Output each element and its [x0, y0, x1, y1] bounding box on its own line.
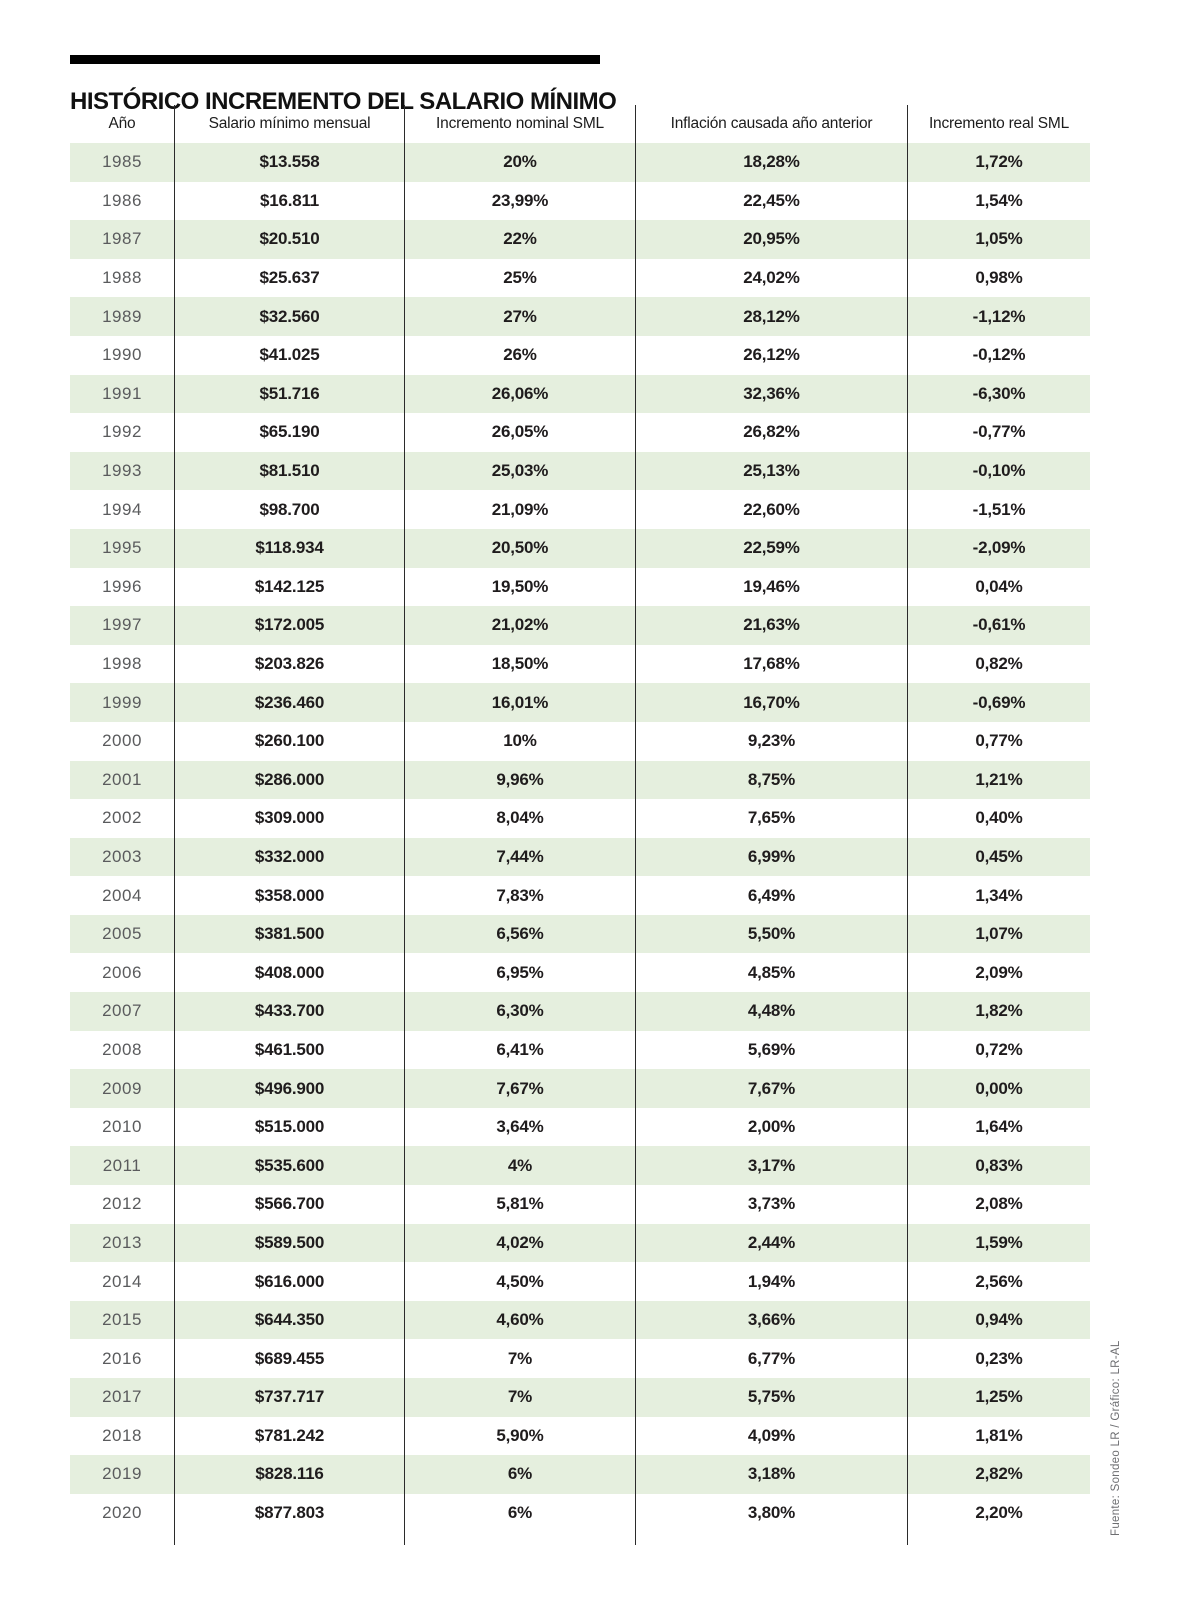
cell-salary: $781.242: [174, 1417, 404, 1456]
cell-real: 0,72%: [907, 1031, 1090, 1070]
cell-real: 0,94%: [907, 1301, 1090, 1340]
cell-salary: $286.000: [174, 761, 404, 800]
cell-salary: $20.510: [174, 220, 404, 259]
table-row: [70, 992, 1090, 1031]
cell-salary: $616.000: [174, 1262, 404, 1301]
cell-inflation: 3,18%: [635, 1455, 907, 1494]
table-row: [70, 876, 1090, 915]
cell-nominal: 21,09%: [404, 490, 635, 529]
cell-inflation: 24,02%: [635, 259, 907, 298]
cell-nominal: 5,81%: [404, 1185, 635, 1224]
cell-inflation: 6,99%: [635, 838, 907, 877]
cell-year: 2012: [102, 1194, 142, 1214]
cell-real: 1,59%: [907, 1224, 1090, 1263]
cell-real: 0,83%: [907, 1146, 1090, 1185]
cell-salary: $566.700: [174, 1185, 404, 1224]
cell-real: 1,72%: [907, 143, 1090, 182]
cell-salary: $535.600: [174, 1146, 404, 1185]
cell-year: 1987: [102, 229, 142, 249]
cell-inflation: 2,44%: [635, 1224, 907, 1263]
table-row: [70, 1031, 1090, 1070]
cell-salary: $98.700: [174, 490, 404, 529]
cell-inflation: 22,59%: [635, 529, 907, 568]
cell-salary: $689.455: [174, 1339, 404, 1378]
cell-inflation: 22,60%: [635, 490, 907, 529]
column-header-inflation: Inflación causada año anterior: [635, 105, 907, 143]
cell-inflation: 25,13%: [635, 452, 907, 491]
cell-salary: $381.500: [174, 915, 404, 954]
cell-year: 2007: [102, 1001, 142, 1021]
cell-real: 2,20%: [907, 1494, 1090, 1533]
cell-inflation: 26,82%: [635, 413, 907, 452]
cell-nominal: 7%: [404, 1378, 635, 1417]
cell-year: 1985: [102, 152, 142, 172]
cell-salary: $589.500: [174, 1224, 404, 1263]
cell-year: 1989: [102, 306, 142, 326]
cell-inflation: 3,73%: [635, 1185, 907, 1224]
cell-salary: $433.700: [174, 992, 404, 1031]
page-title: HISTÓRICO INCREMENTO DEL SALARIO MÍNIMO: [70, 88, 617, 116]
table-row: [70, 1069, 1090, 1108]
cell-year: 2010: [102, 1117, 142, 1137]
cell-real: 1,64%: [907, 1108, 1090, 1147]
table-body: [70, 143, 1090, 1532]
cell-inflation: 26,12%: [635, 336, 907, 375]
cell-year: 2000: [102, 731, 142, 751]
cell-nominal: 6%: [404, 1455, 635, 1494]
cell-real: 2,56%: [907, 1262, 1090, 1301]
cell-nominal: 20%: [404, 143, 635, 182]
table-row: [70, 1378, 1090, 1417]
table-row: [70, 838, 1090, 877]
cell-inflation: 7,67%: [635, 1069, 907, 1108]
cell-real: -0,12%: [907, 336, 1090, 375]
cell-real: 0,82%: [907, 645, 1090, 684]
cell-year: 2011: [102, 1155, 142, 1175]
cell-inflation: 18,28%: [635, 143, 907, 182]
cell-inflation: 8,75%: [635, 761, 907, 800]
cell-salary: $172.005: [174, 606, 404, 645]
cell-nominal: 16,01%: [404, 683, 635, 722]
table-row: [70, 1224, 1090, 1263]
table-row: [70, 1262, 1090, 1301]
cell-nominal: 26%: [404, 336, 635, 375]
cell-year: 1996: [102, 576, 142, 596]
cell-nominal: 18,50%: [404, 645, 635, 684]
cell-salary: $65.190: [174, 413, 404, 452]
cell-inflation: 4,09%: [635, 1417, 907, 1456]
cell-year: 1997: [102, 615, 142, 635]
cell-salary: $142.125: [174, 568, 404, 607]
cell-real: 0,45%: [907, 838, 1090, 877]
table-row: [70, 953, 1090, 992]
cell-inflation: 7,65%: [635, 799, 907, 838]
cell-salary: $13.558: [174, 143, 404, 182]
cell-nominal: 19,50%: [404, 568, 635, 607]
cell-real: 1,54%: [907, 182, 1090, 221]
cell-salary: $408.000: [174, 953, 404, 992]
cell-year: 2018: [102, 1425, 142, 1445]
cell-nominal: 4%: [404, 1146, 635, 1185]
cell-salary: $644.350: [174, 1301, 404, 1340]
cell-nominal: 7%: [404, 1339, 635, 1378]
cell-inflation: 20,95%: [635, 220, 907, 259]
cell-year: 1992: [102, 422, 142, 442]
cell-real: 1,07%: [907, 915, 1090, 954]
cell-real: 0,77%: [907, 722, 1090, 761]
cell-real: 2,09%: [907, 953, 1090, 992]
cell-real: -2,09%: [907, 529, 1090, 568]
cell-year: 1995: [102, 538, 142, 558]
cell-year: 2002: [102, 808, 142, 828]
cell-inflation: 6,77%: [635, 1339, 907, 1378]
cell-year: 2001: [102, 769, 142, 789]
cell-nominal: 27%: [404, 297, 635, 336]
cell-inflation: 16,70%: [635, 683, 907, 722]
table-bottom-spacer: [70, 1532, 1090, 1545]
cell-salary: $236.460: [174, 683, 404, 722]
cell-inflation: 4,48%: [635, 992, 907, 1031]
cell-nominal: 25,03%: [404, 452, 635, 491]
cell-year: 1988: [102, 268, 142, 288]
cell-salary: $41.025: [174, 336, 404, 375]
cell-salary: $737.717: [174, 1378, 404, 1417]
cell-real: 0,04%: [907, 568, 1090, 607]
cell-real: -0,61%: [907, 606, 1090, 645]
cell-nominal: 7,44%: [404, 838, 635, 877]
cell-salary: $81.510: [174, 452, 404, 491]
cell-salary: $260.100: [174, 722, 404, 761]
table-row: [70, 375, 1090, 414]
cell-salary: $358.000: [174, 876, 404, 915]
cell-nominal: 8,04%: [404, 799, 635, 838]
cell-year: 2004: [102, 885, 142, 905]
cell-nominal: 3,64%: [404, 1108, 635, 1147]
table-row: [70, 1185, 1090, 1224]
table-row: [70, 1339, 1090, 1378]
cell-salary: $332.000: [174, 838, 404, 877]
cell-inflation: 5,69%: [635, 1031, 907, 1070]
cell-salary: $828.116: [174, 1455, 404, 1494]
cell-salary: $203.826: [174, 645, 404, 684]
cell-nominal: 5,90%: [404, 1417, 635, 1456]
table-header-row: [70, 105, 1090, 143]
column-header-nominal: Incremento nominal SML: [404, 105, 635, 143]
cell-inflation: 3,17%: [635, 1146, 907, 1185]
cell-year: 2015: [102, 1310, 142, 1330]
cell-real: 2,08%: [907, 1185, 1090, 1224]
title-bar-rule: [70, 55, 600, 64]
cell-nominal: 26,05%: [404, 413, 635, 452]
cell-inflation: 3,66%: [635, 1301, 907, 1340]
cell-inflation: 6,49%: [635, 876, 907, 915]
cell-nominal: 4,50%: [404, 1262, 635, 1301]
column-header-year: Año: [108, 115, 136, 132]
cell-inflation: 5,50%: [635, 915, 907, 954]
table-row: [70, 1108, 1090, 1147]
cell-year: 1999: [102, 692, 142, 712]
cell-salary: $877.803: [174, 1494, 404, 1533]
cell-real: 1,81%: [907, 1417, 1090, 1456]
cell-real: 0,00%: [907, 1069, 1090, 1108]
cell-year: 1998: [102, 654, 142, 674]
cell-nominal: 9,96%: [404, 761, 635, 800]
cell-nominal: 7,67%: [404, 1069, 635, 1108]
cell-real: 1,05%: [907, 220, 1090, 259]
cell-year: 2020: [102, 1503, 142, 1523]
cell-real: 1,82%: [907, 992, 1090, 1031]
table-row: [70, 259, 1090, 298]
table-row: [70, 799, 1090, 838]
cell-inflation: 28,12%: [635, 297, 907, 336]
cell-nominal: 4,02%: [404, 1224, 635, 1263]
table-row: [70, 143, 1090, 182]
cell-real: 0,23%: [907, 1339, 1090, 1378]
table-row: [70, 452, 1090, 491]
table-row: [70, 722, 1090, 761]
cell-nominal: 6%: [404, 1494, 635, 1533]
cell-real: -0,69%: [907, 683, 1090, 722]
cell-year: 2019: [102, 1464, 142, 1484]
table-row: [70, 182, 1090, 221]
cell-inflation: 17,68%: [635, 645, 907, 684]
cell-year: 2017: [102, 1387, 142, 1407]
cell-inflation: 22,45%: [635, 182, 907, 221]
cell-salary: $515.000: [174, 1108, 404, 1147]
table-row: [70, 1417, 1090, 1456]
cell-nominal: 20,50%: [404, 529, 635, 568]
cell-nominal: 25%: [404, 259, 635, 298]
cell-nominal: 23,99%: [404, 182, 635, 221]
cell-year: 2003: [102, 846, 142, 866]
cell-real: -6,30%: [907, 375, 1090, 414]
cell-year: 1986: [102, 190, 142, 210]
table-row: [70, 1146, 1090, 1185]
cell-salary: $118.934: [174, 529, 404, 568]
cell-year: 1991: [102, 383, 142, 403]
cell-inflation: 1,94%: [635, 1262, 907, 1301]
table-row: [70, 413, 1090, 452]
cell-salary: $32.560: [174, 297, 404, 336]
cell-year: 2013: [102, 1232, 142, 1252]
cell-year: 2009: [102, 1078, 142, 1098]
cell-year: 2014: [102, 1271, 142, 1291]
cell-nominal: 26,06%: [404, 375, 635, 414]
cell-real: -1,51%: [907, 490, 1090, 529]
cell-salary: $309.000: [174, 799, 404, 838]
table-row: [70, 761, 1090, 800]
cell-salary: $51.716: [174, 375, 404, 414]
cell-inflation: 21,63%: [635, 606, 907, 645]
table-row: [70, 297, 1090, 336]
cell-real: 0,40%: [907, 799, 1090, 838]
cell-inflation: 4,85%: [635, 953, 907, 992]
table-row: [70, 606, 1090, 645]
cell-nominal: 6,30%: [404, 992, 635, 1031]
table-row: [70, 568, 1090, 607]
cell-salary: $25.637: [174, 259, 404, 298]
cell-real: 1,34%: [907, 876, 1090, 915]
cell-nominal: 10%: [404, 722, 635, 761]
cell-salary: $496.900: [174, 1069, 404, 1108]
table-row: [70, 1301, 1090, 1340]
cell-real: 0,98%: [907, 259, 1090, 298]
cell-year: 2006: [102, 962, 142, 982]
table-row: [70, 220, 1090, 259]
column-header-salary: Salario mínimo mensual: [174, 105, 404, 143]
cell-inflation: 9,23%: [635, 722, 907, 761]
salary-table: [70, 105, 1090, 1545]
cell-real: 2,82%: [907, 1455, 1090, 1494]
table-row: [70, 490, 1090, 529]
table-row: [70, 1455, 1090, 1494]
cell-year: 2005: [102, 924, 142, 944]
table-row: [70, 683, 1090, 722]
source-note: Fuente: Sondeo LR / Gráfico: LR-AL: [1110, 1340, 1122, 1536]
table-row: [70, 529, 1090, 568]
cell-nominal: 6,95%: [404, 953, 635, 992]
cell-real: -0,10%: [907, 452, 1090, 491]
cell-year: 2008: [102, 1039, 142, 1059]
cell-real: 1,21%: [907, 761, 1090, 800]
cell-salary: $16.811: [174, 182, 404, 221]
cell-salary: $461.500: [174, 1031, 404, 1070]
cell-year: 1994: [102, 499, 142, 519]
table-row: [70, 645, 1090, 684]
cell-real: 1,25%: [907, 1378, 1090, 1417]
table-row: [70, 915, 1090, 954]
cell-year: 1993: [102, 461, 142, 481]
cell-nominal: 22%: [404, 220, 635, 259]
column-header-real: Incremento real SML: [907, 105, 1090, 143]
cell-real: -0,77%: [907, 413, 1090, 452]
cell-inflation: 3,80%: [635, 1494, 907, 1533]
cell-year: 1990: [102, 345, 142, 365]
cell-inflation: 19,46%: [635, 568, 907, 607]
cell-nominal: 6,41%: [404, 1031, 635, 1070]
cell-nominal: 21,02%: [404, 606, 635, 645]
cell-nominal: 7,83%: [404, 876, 635, 915]
cell-inflation: 32,36%: [635, 375, 907, 414]
cell-inflation: 2,00%: [635, 1108, 907, 1147]
table-row: [70, 336, 1090, 375]
table-row: [70, 1494, 1090, 1533]
cell-inflation: 5,75%: [635, 1378, 907, 1417]
cell-real: -1,12%: [907, 297, 1090, 336]
cell-nominal: 6,56%: [404, 915, 635, 954]
cell-year: 2016: [102, 1348, 142, 1368]
cell-nominal: 4,60%: [404, 1301, 635, 1340]
